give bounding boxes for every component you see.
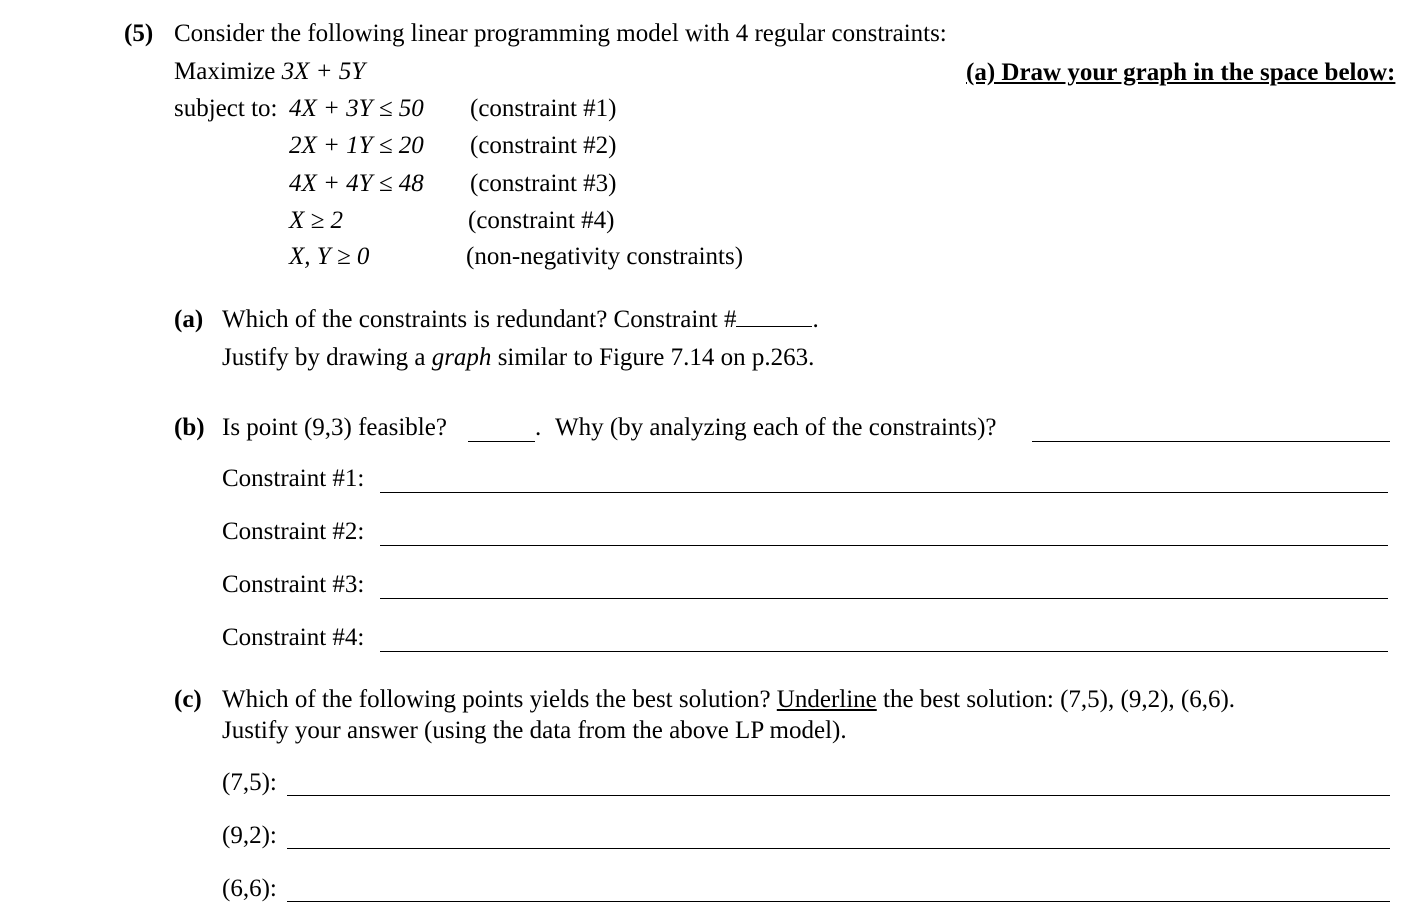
subject-to-label: subject to:	[174, 95, 278, 122]
part-c-justify: Justify your answer (using the data from the above LP model).	[222, 717, 847, 744]
part-b-line-3-label: Constraint #3:	[222, 571, 365, 598]
part-a-justify-italic: graph	[431, 344, 492, 371]
constraint-4-tag: (constraint #4)	[468, 207, 615, 234]
part-b-line-1-label: Constraint #1:	[222, 465, 365, 492]
part-b-question: Is point (9,3) feasible?	[222, 414, 447, 441]
part-c-point-2-blank[interactable]	[287, 848, 1390, 849]
graph-prompt: (a) Draw your graph in the space below:	[966, 59, 1396, 86]
part-c-point-2-label: (9,2):	[222, 822, 277, 849]
part-c-question-post: the best solution: (7,5), (9,2), (6,6).	[876, 686, 1236, 713]
constraint-4-expression: X ≥ 2	[289, 207, 343, 234]
part-c-question-pre: Which of the following points yields the best solution?	[222, 686, 777, 713]
part-b-line-4-label: Constraint #4:	[222, 624, 365, 651]
constraint-1-expression: 4X + 3Y ≤ 50	[289, 95, 424, 122]
part-a-justify-pre: Justify by drawing a	[222, 344, 432, 371]
part-b-line-3-blank[interactable]	[380, 598, 1388, 599]
part-b-line-1-blank[interactable]	[380, 492, 1388, 493]
nonnegativity-expression: X, Y ≥ 0	[289, 243, 370, 270]
part-a-justify-post: similar to Figure 7.14 on p.263.	[491, 344, 815, 371]
part-b-why-blank[interactable]	[1032, 441, 1390, 442]
part-b-label: (b)	[174, 414, 205, 441]
part-c-point-1-label: (7,5):	[222, 769, 277, 796]
part-b-feasible-blank[interactable]	[468, 441, 535, 442]
nonnegativity-tag: (non-negativity constraints)	[466, 243, 744, 270]
part-c-underline-word: Underline	[776, 686, 877, 713]
part-a-answer-blank[interactable]	[736, 326, 812, 327]
part-b-line-2-blank[interactable]	[380, 545, 1388, 546]
objective	[174, 59, 365, 84]
part-c-point-1-blank[interactable]	[287, 795, 1390, 796]
constraint-1-tag: (constraint #1)	[470, 95, 617, 122]
constraint-3-expression: 4X + 4Y ≤ 48	[289, 170, 424, 197]
part-b-line-2-label: Constraint #2:	[222, 518, 365, 545]
constraint-3-tag: (constraint #3)	[470, 170, 617, 197]
part-a-label: (a)	[174, 306, 204, 333]
part-a-justify	[222, 345, 814, 370]
objective-expression: 3X + 5Y	[281, 58, 366, 85]
part-a-question-text: Which of the constraints is redundant? Constraint #	[222, 306, 737, 333]
objective-label: Maximize	[174, 58, 276, 85]
problem-intro: Consider the following linear programming model with 4 regular constraints:	[174, 20, 947, 47]
part-c-question	[222, 687, 1235, 712]
problem-number: (5)	[124, 20, 154, 47]
part-b-line-4-blank[interactable]	[380, 651, 1388, 652]
constraint-2-tag: (constraint #2)	[470, 132, 617, 159]
part-b-why: Why (by analyzing each of the constraints)?	[555, 414, 997, 441]
part-b-separator: .	[535, 414, 542, 441]
part-c-point-3-label: (6,6):	[222, 875, 277, 902]
constraint-2-expression: 2X + 1Y ≤ 20	[289, 132, 424, 159]
part-a-period: .	[812, 306, 819, 333]
part-c-label: (c)	[174, 686, 202, 713]
part-c-point-3-blank[interactable]	[287, 901, 1390, 902]
part-a-question	[222, 307, 819, 332]
